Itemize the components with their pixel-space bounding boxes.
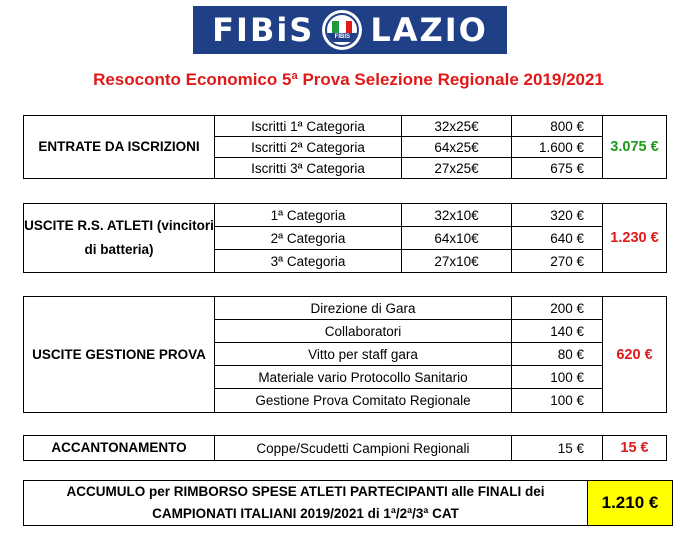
- row-amount: 320 €: [512, 204, 603, 227]
- row-amount: 200 €: [512, 297, 603, 320]
- row-label: Gestione Prova Comitato Regionale: [215, 389, 512, 413]
- row-label: Iscritti 2ª Categoria: [215, 137, 402, 158]
- table-row: [24, 116, 667, 137]
- uscite-atleti-table: [23, 203, 667, 273]
- row-amount: 640 €: [512, 227, 603, 250]
- row-amount: 100 €: [512, 389, 603, 413]
- logo-text-left: FIBiS: [212, 11, 315, 49]
- row-amount: 15 €: [512, 436, 603, 461]
- row-label: Vitto per staff gara: [215, 343, 512, 366]
- table-row: [24, 436, 667, 461]
- row-amount: 675 €: [512, 158, 603, 179]
- row-calc: 27x10€: [402, 250, 512, 273]
- row-label: Direzione di Gara: [215, 297, 512, 320]
- row-calc: 64x25€: [402, 137, 512, 158]
- uscite-gestione-total: 620 €: [603, 297, 667, 413]
- entrate-total: 3.075 €: [603, 116, 667, 179]
- row-label: Iscritti 3ª Categoria: [215, 158, 402, 179]
- row-amount: 1.600 €: [512, 137, 603, 158]
- uscite-atleti-total: 1.230 €: [603, 204, 667, 273]
- row-label: Collaboratori: [215, 320, 512, 343]
- row-amount: 80 €: [512, 343, 603, 366]
- row-label: Coppe/Scudetti Campioni Regionali: [215, 436, 512, 461]
- accantonamento-table: [23, 435, 667, 461]
- entrate-table: [23, 115, 667, 179]
- row-label: Iscritti 1ª Categoria: [215, 116, 402, 137]
- accantonamento-total: 15 €: [603, 436, 667, 461]
- page-title: Resoconto Economico 5ª Prova Selezione Regionale 2019/2021: [93, 70, 604, 89]
- row-amount: 800 €: [512, 116, 603, 137]
- fibis-seal-icon: [322, 10, 362, 50]
- row-label: Materiale vario Protocollo Sanitario: [215, 366, 512, 389]
- row-amount: 100 €: [512, 366, 603, 389]
- accumulo-head: ACCUMULO per RIMBORSO SPESE ATLETI PARTECIPANTI alle FINALI dei CAMPIONATI ITALIANI 2019/2021 di 1ª/2ª/3ª CAT: [24, 481, 588, 526]
- row-label: 1ª Categoria: [215, 204, 402, 227]
- uscite-gestione-table: [23, 296, 667, 413]
- uscite-gestione-head: USCITE GESTIONE PROVA: [24, 297, 215, 413]
- accantonamento-head: ACCANTONAMENTO: [24, 436, 215, 461]
- entrate-head: ENTRATE DA ISCRIZIONI: [24, 116, 215, 179]
- row-label: 2ª Categoria: [215, 227, 402, 250]
- accumulo-total: 1.210 €: [588, 481, 673, 526]
- row-calc: 32x10€: [402, 204, 512, 227]
- row-amount: 270 €: [512, 250, 603, 273]
- uscite-atleti-head: USCITE R.S. ATLETI (vincitori di batteria): [24, 204, 215, 273]
- logo-text-right: LAZIO: [370, 11, 488, 49]
- row-calc: 27x25€: [402, 158, 512, 179]
- seal-band-text: FIBIS: [327, 33, 357, 42]
- row-calc: 32x25€: [402, 116, 512, 137]
- row-label: 3ª Categoria: [215, 250, 402, 273]
- row-amount: 140 €: [512, 320, 603, 343]
- row-calc: 64x10€: [402, 227, 512, 250]
- table-row: [24, 481, 673, 526]
- accumulo-table: [23, 480, 673, 526]
- table-row: [24, 204, 667, 227]
- fibis-lazio-logo: [193, 6, 507, 54]
- table-row: [24, 297, 667, 320]
